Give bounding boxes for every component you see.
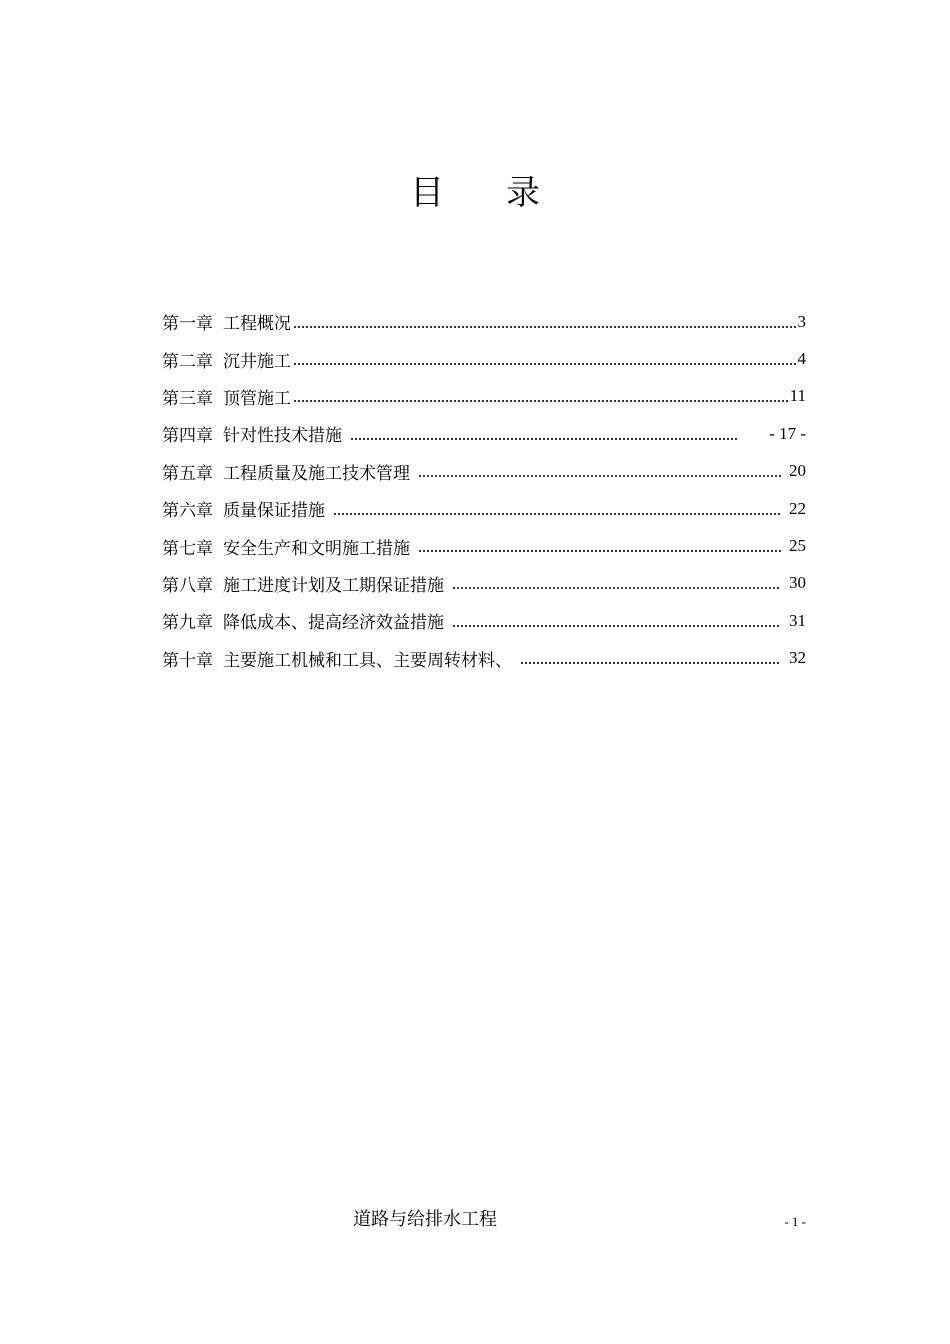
- toc-entry-6[interactable]: [162, 490, 806, 527]
- dot-leader: [452, 624, 781, 628]
- toc-chapter-name: 针对性技术措施: [223, 426, 342, 447]
- toc-entry-4[interactable]: [162, 415, 806, 452]
- toc-entry-5[interactable]: [162, 453, 806, 490]
- toc-entry-1[interactable]: [162, 303, 806, 340]
- toc-page-number: 3: [797, 311, 806, 331]
- toc-chapter-name: 主要施工机械和工具、主要周转材料、: [223, 650, 512, 671]
- toc-page-number: 22: [789, 498, 806, 518]
- toc-entry-7[interactable]: [162, 527, 806, 564]
- toc-page-number: 30: [789, 573, 806, 593]
- toc-chapter-name: 工程质量及施工技术管理: [223, 463, 410, 484]
- dot-leader: [452, 586, 781, 590]
- toc-entry-2[interactable]: [162, 340, 806, 377]
- toc-chapter-label: 第一章: [162, 314, 213, 335]
- toc-chapter-label: 第十章: [162, 650, 213, 671]
- toc-chapter-name: 施工进度计划及工期保证措施: [223, 575, 444, 596]
- toc-entry-3[interactable]: [162, 378, 806, 415]
- toc-entry-10[interactable]: [162, 640, 806, 677]
- toc-chapter-name: 安全生产和文明施工措施: [223, 538, 410, 559]
- toc-chapter-name: 沉井施工: [223, 351, 291, 372]
- toc-chapter-label: 第三章: [162, 388, 213, 409]
- toc-chapter-label: 第七章: [162, 538, 213, 559]
- toc-chapter-label: 第五章: [162, 463, 213, 484]
- toc-page-number: 20: [789, 461, 806, 481]
- toc-chapter-label: 第二章: [162, 351, 213, 372]
- footer-project-title: 道路与给排水工程: [353, 1209, 497, 1230]
- page-title: [0, 168, 950, 218]
- toc-chapter-name: 顶管施工: [223, 388, 291, 409]
- toc-chapter-label: 第九章: [162, 613, 213, 634]
- toc-page-number: 31: [789, 610, 806, 630]
- dot-leader: [293, 399, 788, 403]
- toc-chapter-label: 第八章: [162, 575, 213, 596]
- toc-chapter-label: 第四章: [162, 426, 213, 447]
- toc-chapter-name: 质量保证措施: [223, 501, 325, 522]
- title-char-1: 目: [410, 173, 444, 213]
- footer-page-number: - 1 -: [784, 1214, 806, 1229]
- toc-chapter-label: 第六章: [162, 501, 213, 522]
- dot-leader: [418, 549, 781, 553]
- dot-leader: [293, 325, 796, 329]
- dot-leader: [418, 474, 781, 478]
- dot-leader: [350, 437, 739, 441]
- toc-chapter-name: 降低成本、提高经济效益措施: [223, 613, 444, 634]
- dot-leader: [520, 661, 781, 665]
- title-char-2: 录: [506, 173, 540, 213]
- toc-chapter-name: 工程概况: [223, 314, 291, 335]
- toc-entry-8[interactable]: [162, 565, 806, 602]
- toc-page-number: 25: [789, 536, 806, 556]
- toc-page-number: - 17 -: [769, 423, 806, 443]
- toc-page-number: 32: [789, 648, 806, 668]
- dot-leader: [333, 512, 781, 516]
- toc-page-number: 4: [797, 349, 806, 369]
- toc-entry-9[interactable]: [162, 602, 806, 639]
- table-of-contents: [162, 303, 806, 677]
- dot-leader: [293, 362, 796, 366]
- toc-page-number: 11: [789, 386, 806, 406]
